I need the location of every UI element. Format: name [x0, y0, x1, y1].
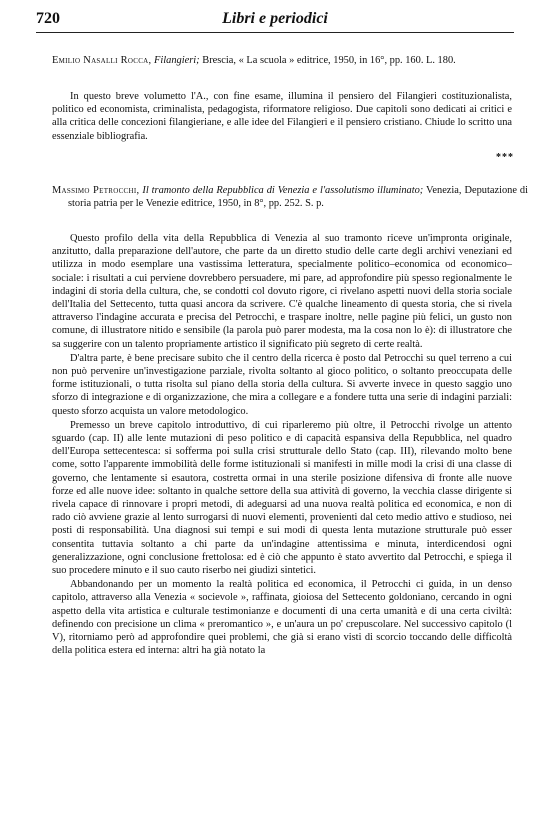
- review2-paragraph: Premesso un breve capitolo introduttivo, di cui riparleremo più oltre, il Petrocchi rivolge un attento sguardo (cap. II) alle lente mutazioni di peso politico e di capacità espansiva della Repubblica, nel quadro dell'Europa settecentesca: si sofferma poi sulla crisi strutturale dello Stato (cap. III), rilevando molto bene come, sotto l'apparente immobilità delle forme istituzionali si manifesti in mille modi la crisi di una classe di governo, che lentamente si esautora, costretta ormai in una sterile posizione difensiva di fronte alle nuove forze ed alle nuove idee: soltanto in qualche settore della sua attività di governo, la vecchia classe dirigente si rivela capace di rinnovare i propri metodi, di adeguarsi ad una nuova realtà politica ed economica, e non di rado ciò avviene grazie al lento surrogarsi di nuovi elementi, provenienti dal ceto medio attivo e studioso, nei posti di responsabilità. Una diagnosi sui tempi e sui modi di questa lenta mutazione strutturale può esser consentita tuttavia soltanto a chi parte da un'indagine attentissima e minuta, interdicendosi ogni generalizzazione, ogni conclusione frettolosa: ed è ciò che appunto è stato avvertito dal Petrocchi, e spiega il suo procedere minuto e il suo cauto riserbo nei giudizi sintetici.: [52, 419, 512, 577]
- review2-citation: [52, 184, 528, 210]
- review2-paragraph: Questo profilo della vita della Repubblica di Venezia al suo tramonto riceve un'impronta originale, anzitutto, dalla preparazione dell'autore, che parte da un diretto studio delle carte degli archivi veneziani ed utilizza in modo esemplare una vastissima letteratura, specialmente politico–economica od economico–sociale: i risultati a cui perviene dovrebbero persuadere, mi pare, ad approfondire più spesso regionalmente le indagini di storia della cultura, che, se condotti col dovuto rigore, ci rivelano aspetti nuovi della storia sociale dell'Italia del Settecento, tutta quasi ancora da scrivere. C'è qualche lineamento di questa storia, che si rivela attraverso l'indagine accurata e precisa del Petrocchi, e traspare inoltre, nelle pagine più felici, un gusto non comune, di illustratore nitido e sensibile (la parola può parer modesta, ma la cosa non lo è): di illustratore che sa suggerire con un talento propriamente artistico il significato più segreto di certe realtà.: [52, 233, 512, 350]
- review2-paragraph: D'altra parte, è bene precisare subito che il centro della ricerca è posto dal Petrocchi su quel terreno a cui non può pervenire un'investigazione parziale, rivolta soltanto al gioco politico, o soltanto preoccupata delle forme istituzionali, o tutta risolta sul piano della storia della cultura. Si avverte invece in questo saggio uno sforzo di integrazione e di organizzazione, che mira a collegare e a fondere tutta una serie di indagini parziali: questo sforzo acquista un valore metodologico.: [52, 352, 512, 417]
- running-title: Libri e periodici: [222, 10, 328, 27]
- review1-citation: [52, 54, 528, 67]
- review1-author: Emilio Nasalli Rocca,: [52, 55, 152, 66]
- review2-author: Massimo Petrocchi,: [52, 185, 140, 196]
- page-number: 720: [36, 10, 60, 27]
- page-header: [36, 10, 514, 33]
- review1-title: Filangieri;: [154, 55, 200, 66]
- review1-publisher: Brescia, « La scuola » editrice, 1950, in 16°, pp. 160. L. 180.: [202, 55, 456, 66]
- review2-title: Il tramonto della Repubblica di Venezia e l'assolutismo illuminato;: [142, 185, 424, 196]
- review2-body: [52, 232, 512, 658]
- review2-paragraph: Abbandonando per un momento la realtà politica ed economica, il Petrocchi ci guida, in un denso capitolo, attraverso alla Venezia « socievole », raffinata, gioiosa del Settecento goldoniano, cercando in ogni aspetto della vita artistica e culturale testimonianze e documenti di una certa umanità e di una certa civiltà: definendo con precisione un clima « preromantico », e un'aura un po' crepuscolare. Nel successivo capitolo (l V), ritorniamo però ad approfondire quei problemi, che già si erano visti di scorcio toccando delle difficoltà della politica estera ed interna: altri ha già notato la: [52, 579, 512, 657]
- review2-publisher: Venezia, Deputazione di storia patria per le Venezie editrice, 1950, in 8°, pp. 252. S. p.: [68, 185, 528, 210]
- review1-body: In questo breve volumetto l'A., con fine esame, illumina il pensiero del Filangieri costituzionalista, politico ed economista, criminalista, pedagogista, riformatore religioso. Due capitoli sono dedicati ai critici e alla critica delle concezioni filangieriane, e alle idee del Filangieri e il pensiero cristiano. Chiude lo scritto una essenziale bibliografia.: [52, 91, 512, 142]
- review1-signature: ***: [496, 152, 514, 163]
